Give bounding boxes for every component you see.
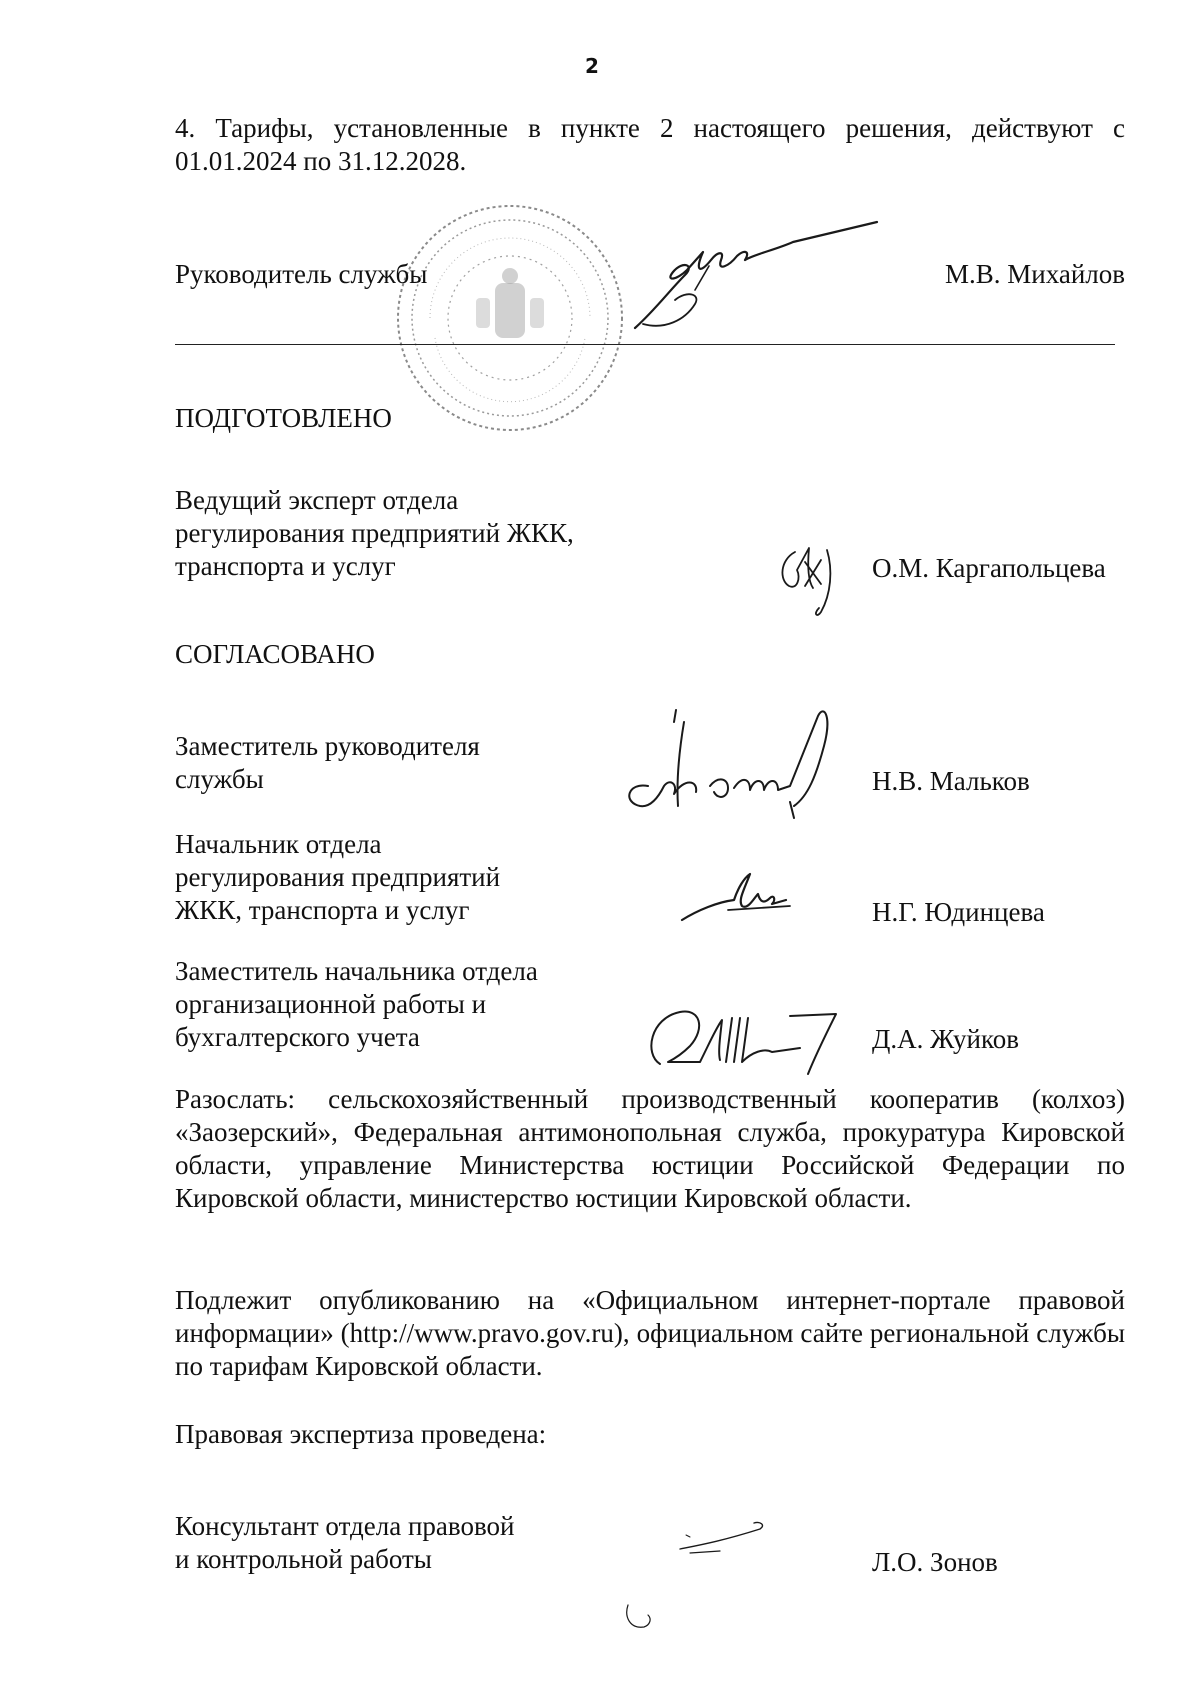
- head-name: М.В. Михайлов: [944, 259, 1125, 289]
- prepared-position-line-2: регулирования предприятий ЖКК,: [175, 518, 574, 548]
- legal-review-position-line-2: и контрольной работы: [175, 1544, 432, 1574]
- prepared-position-line-1: Ведущий эксперт отдела: [175, 485, 459, 515]
- separator-line: [175, 344, 1115, 345]
- agreed-signer-1-position-line-2: службы: [175, 764, 264, 794]
- head-signature: [625, 220, 885, 340]
- agreed-signer-1-position-line-1: Заместитель руководителя: [175, 731, 480, 761]
- page-number: 2: [585, 54, 599, 78]
- agreed-signer-3-name: Д.А. Жуйков: [872, 1024, 1019, 1054]
- agreed-heading: СОГЛАСОВАНО: [175, 639, 375, 669]
- agreed-signer-2-signature: [678, 870, 798, 930]
- agreed-signer-2-name: Н.Г. Юдинцева: [872, 897, 1045, 927]
- distribution-list: Разослать: сельскохозяйственный производственный кооператив (колхоз) «Заозерский», Федеральная антимонопольная служба, прокуратура Кировской области, управление Министерства юстиции Российской Федерации по Кировской области, министерство юстиции Кировской области.: [175, 1084, 1125, 1213]
- legal-review-name: Л.О. Зонов: [872, 1547, 998, 1577]
- paragraph-4: 4. Тарифы, установленные в пункте 2 настоящего решения, действуют с 01.01.2024 по 31.12.2028.: [175, 113, 1125, 176]
- prepared-position-line-3: транспорта и услуг: [175, 551, 396, 581]
- prepared-signature: [775, 540, 855, 620]
- official-stamp: [390, 198, 630, 438]
- head-title: Руководитель службы: [175, 259, 428, 289]
- prepared-heading: ПОДГОТОВЛЕНО: [175, 403, 392, 433]
- agreed-signer-3-position-line-2: организационной работы и: [175, 989, 487, 1019]
- legal-review-position-line-1: Консультант отдела правовой: [175, 1511, 515, 1541]
- agreed-signer-3-signature: [640, 998, 860, 1078]
- legal-review-statement: Правовая экспертиза проведена:: [175, 1419, 547, 1449]
- agreed-signer-3-position-line-1: Заместитель начальника отдела: [175, 956, 538, 986]
- agreed-signer-2-position-line-1: Начальник отдела: [175, 829, 382, 859]
- agreed-signer-1-name: Н.В. Мальков: [872, 766, 1030, 796]
- legal-review-signature: [610, 1495, 810, 1635]
- prepared-name: О.М. Каргапольцева: [872, 553, 1106, 583]
- publication-note: Подлежит опубликованию на «Официальном интернет-портале правовой информации» (http://www.pravo.gov.ru), официальном сайте региональной службы по тарифам Кировской области.: [175, 1285, 1125, 1381]
- agreed-signer-2-position-line-2: регулирования предприятий: [175, 862, 501, 892]
- agreed-signer-3-position-line-3: бухгалтерского учета: [175, 1022, 420, 1052]
- agreed-signer-2-position-line-3: ЖКК, транспорта и услуг: [175, 895, 470, 925]
- agreed-signer-1-signature: [618, 706, 878, 836]
